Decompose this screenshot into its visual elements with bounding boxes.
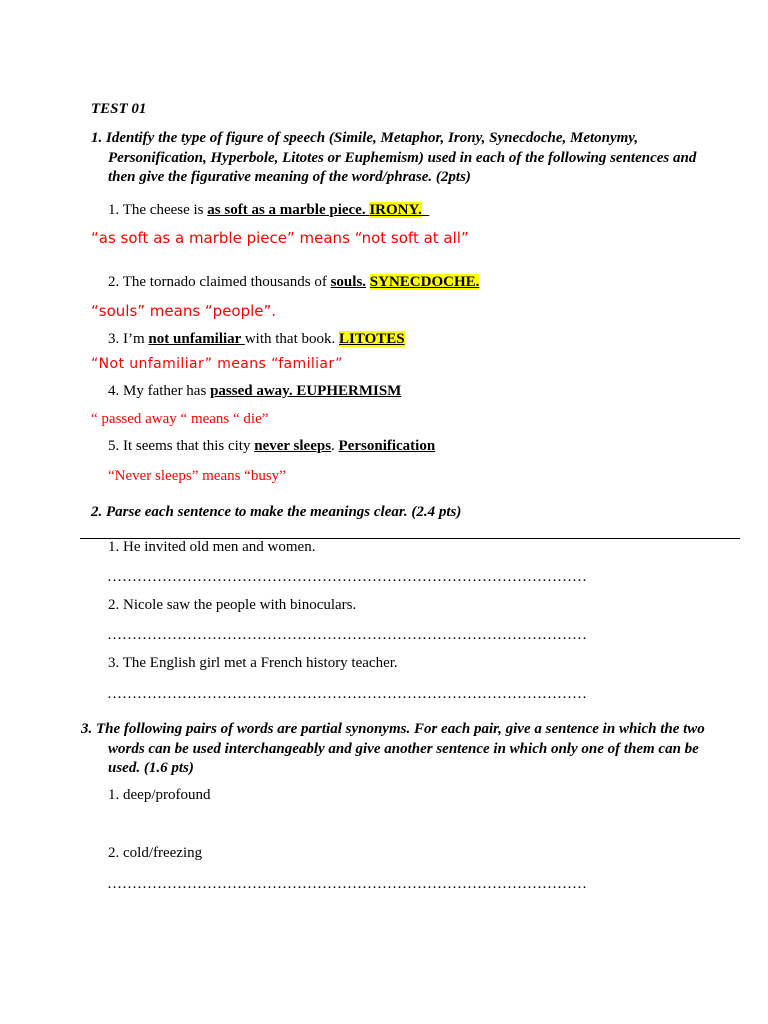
test-title: TEST 01 (91, 101, 147, 117)
q1-item-5-sep: . (331, 438, 339, 454)
q1-item-3 (108, 331, 405, 348)
q1-item-5-text: 5. It seems that this city (108, 438, 255, 454)
q1-item-4-phrase: passed away. EUPHERMISM (210, 383, 402, 399)
question-3-heading: 3. The following pairs of words are partial synonyms. For each pair, give a sentence in which the two words can be used interchangeably and give another sentence in which only one of them can be used. (1.6 pts) (81, 721, 705, 776)
q1-item-2 (108, 274, 479, 291)
q1-item-4-text: 4. My father has (108, 383, 211, 399)
q1-item-1-answer: “as soft as a marble piece” means “not soft at all” (91, 229, 469, 247)
question-1-heading: 1. Identify the type of figure of speech (Simile, Metaphor, Irony, Synecdoche, Metonymy, Personification, Hyperbole, Litotes or Euphemism) used in each of the following sentences and then give the figurative meaning of the word/phrase. (2pts) (91, 130, 697, 185)
q2-item-3: 3. The English girl met a French history teacher. (108, 655, 398, 671)
q2-item-1: 1. He invited old men and women. (108, 539, 316, 555)
q1-item-5 (108, 438, 435, 455)
q1-item-5-type: Personification (338, 438, 436, 454)
q1-item-2-answer: “souls” means “people”. (91, 302, 277, 320)
q3-item-1: 1. deep/profound (108, 787, 211, 803)
q2-item-2: 2. Nicole saw the people with binoculars. (108, 597, 357, 613)
q1-item-1-text: 1. The cheese is (108, 202, 208, 218)
q1-item-3-type: LITOTES (339, 331, 405, 347)
q1-item-5-answer: “Never sleeps” means “busy” (108, 468, 286, 484)
q1-item-2-type: SYNECDOCHE. (369, 274, 480, 290)
q1-item-1-phrase: as soft as a marble piece. (207, 202, 366, 218)
q2-answer-line-1: …………………………………………………………………………………… (107, 569, 587, 585)
question-2-heading: 2. Parse each sentence to make the meanings clear. (2.4 pts) (91, 504, 462, 520)
q1-item-4-answer: “ passed away “ means “ die” (91, 411, 269, 427)
q1-item-3-sep: with that book. (244, 331, 339, 347)
q2-answer-line-2: …………………………………………………………………………………… (107, 627, 587, 643)
q1-item-4 (108, 383, 401, 400)
q1-item-2-phrase: souls. (330, 274, 367, 290)
q2-answer-line-3: …………………………………………………………………………………… (107, 686, 587, 702)
q1-item-3-answer: “Not unfamiliar” means “familiar” (91, 356, 343, 372)
q1-item-3-text: 3. I’m (108, 331, 149, 347)
q1-item-5-phrase: never sleeps (254, 438, 332, 454)
q1-item-1-type: IRONY. (369, 202, 422, 218)
q3-answer-line: …………………………………………………………………………………… (107, 876, 587, 892)
q3-item-2: 2. cold/freezing (108, 845, 203, 861)
q1-item-2-text: 2. The tornado claimed thousands of (108, 274, 331, 290)
q1-item-1 (108, 202, 429, 219)
q1-item-3-phrase: not unfamiliar (148, 331, 245, 347)
